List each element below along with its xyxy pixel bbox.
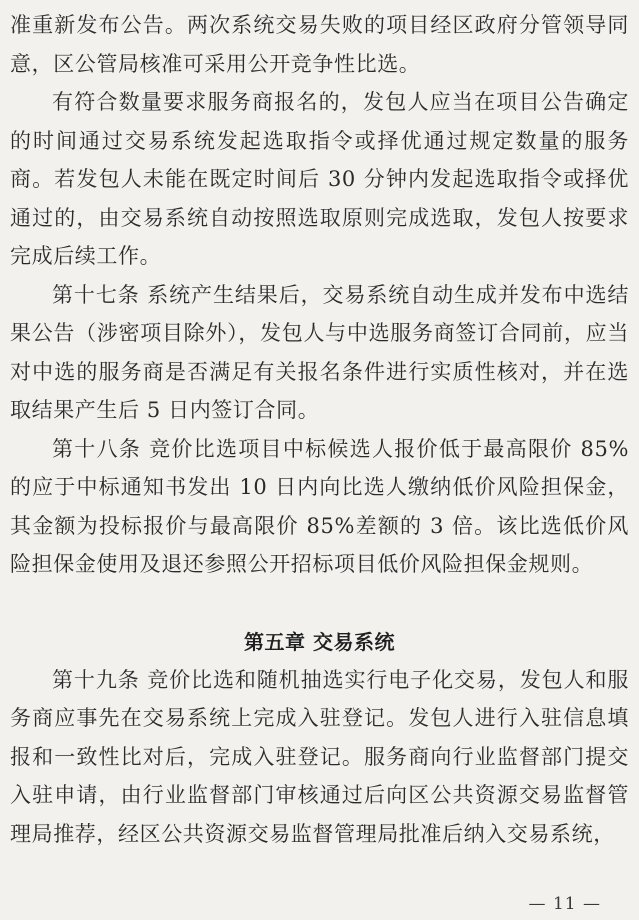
paragraph-article-18: 第十八条 竞价比选项目中标候选人报价低于最高限价 85%的应于中标通知书发出 10 日内向比选人缴纳低价风险担保金，其金额为投标报价与最高限价 85%差额的 3 倍。该比选低价风险担保金使用及退还参照公开招标项目低价风险担保金规则。: [10, 436, 629, 576]
paragraph-selection-process: 有符合数量要求服务商报名的，发包人应当在项目公告确定的时间通过交易系统发起选取指令或择优通过规定数量的服务商。若发包人未能在既定时间后 30 分钟内发起选取指令或择优通过的，由交易系统自动按照选取原则完成选取，发包人按要求完成后续工作。: [10, 90, 629, 268]
paragraph-continuation: 准重新发布公告。两次系统交易失败的项目经区政府分管领导同意，区公管局核准可采用公开竞争性比选。: [10, 13, 629, 76]
paragraph-article-19: 第十九条 竞价比选和随机抽选实行电子化交易，发包人和服务商应事先在交易系统上完成入驻登记。发包人进行入驻信息填报和一致性比对后，完成入驻登记。服务商向行业监督部门提交入驻申请，由行业监督部门审核通过后向区公共资源交易监督管理局推荐，经区公共资源交易监督管理局批准后纳入交易系统，: [10, 667, 629, 846]
page-number: — 11 —: [528, 894, 601, 914]
chapter-heading: 第五章 交易系统: [244, 629, 395, 654]
paragraph-article-17: 第十七条 系统产生结果后，交易系统自动生成并发布中选结果公告（涉密项目除外），发包人与中选服务商签订合同前，应当对中选的服务商是否满足有关报名条件进行实质性核对，并在选取结果产生后 5 日内签订合同。: [10, 282, 629, 422]
